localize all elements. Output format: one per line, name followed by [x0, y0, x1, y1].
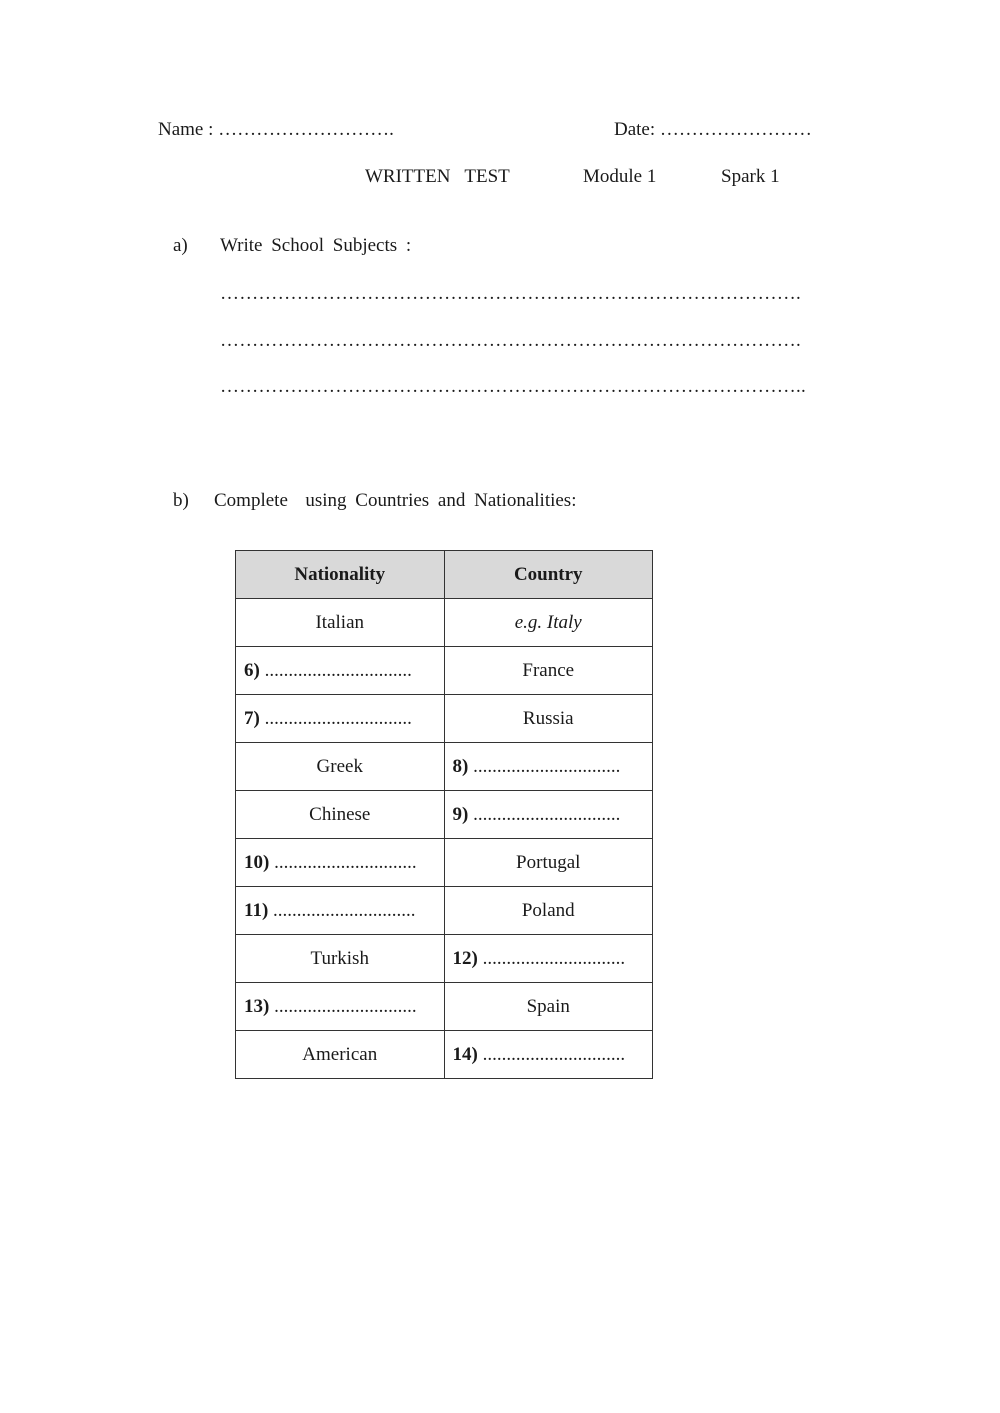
header-country: Country: [444, 551, 653, 599]
date-field-line: Date: ……………………: [614, 119, 812, 140]
section-a-instruction: Write School Subjects :: [220, 235, 412, 256]
country-cell: [444, 935, 653, 983]
nationality-cell: [236, 599, 445, 647]
cell-text: Portugal: [516, 851, 581, 873]
country-cell: [444, 791, 653, 839]
nationality-cell: [236, 695, 445, 743]
nationality-cell: [236, 887, 445, 935]
blank-dots: ...............................: [468, 803, 621, 825]
nationality-cell: [236, 935, 445, 983]
table-header-row: [236, 551, 653, 599]
nationality-cell: [236, 983, 445, 1031]
cell-text: Italian: [315, 611, 365, 633]
title-written-test: WRITTEN TEST: [365, 166, 510, 187]
country-cell: [444, 1031, 653, 1079]
table-row: [236, 1031, 653, 1079]
header-nationality: Nationality: [236, 551, 445, 599]
blank-dots: ...............................: [468, 755, 621, 777]
table-row: [236, 743, 653, 791]
country-cell: [444, 983, 653, 1031]
blank-dots: ..............................: [477, 1043, 626, 1065]
table-row: [236, 599, 653, 647]
name-field-line: Name : ……………………….: [158, 119, 394, 140]
nationality-cell: [236, 1031, 445, 1079]
blank-dots: ...............................: [259, 707, 412, 729]
item-number: 12): [452, 947, 478, 969]
table-row: [236, 935, 653, 983]
cell-text: American: [302, 1043, 378, 1065]
item-number: 11): [244, 899, 269, 921]
country-cell: [444, 695, 653, 743]
country-cell: [444, 599, 653, 647]
item-number: 13): [244, 995, 270, 1017]
country-cell: [444, 743, 653, 791]
table-row: [236, 647, 653, 695]
cell-text: Spain: [526, 995, 570, 1017]
cell-text: Poland: [521, 899, 575, 921]
item-number: 14): [452, 1043, 478, 1065]
nationality-cell: [236, 839, 445, 887]
country-cell: [444, 647, 653, 695]
answer-line-2: ……………………………………………………………………………….: [220, 330, 801, 351]
title-spark: Spark 1: [721, 166, 780, 187]
item-number: 8): [452, 755, 469, 777]
blank-dots: ..............................: [268, 899, 416, 921]
blank-dots: ..............................: [269, 995, 417, 1017]
blank-dots: ..............................: [269, 851, 417, 873]
nationality-cell: [236, 791, 445, 839]
section-a-label: a): [173, 235, 188, 256]
table-row: [236, 791, 653, 839]
item-number: 6): [244, 659, 260, 681]
section-b-instruction: Complete using Countries and Nationalities:: [214, 490, 577, 511]
answer-line-3: ………………………………………………………………………………..: [220, 376, 806, 397]
cell-text: Russia: [522, 707, 574, 729]
blank-dots: ..............................: [477, 947, 626, 969]
cell-text: Turkish: [310, 947, 369, 969]
item-number: 10): [244, 851, 270, 873]
answer-line-1: ……………………………………………………………………………….: [220, 283, 801, 304]
section-b-label: b): [173, 490, 189, 511]
item-number: 7): [244, 707, 260, 729]
table-row: [236, 983, 653, 1031]
cell-text: Chinese: [309, 803, 371, 825]
nationality-cell: [236, 647, 445, 695]
table-body: [236, 599, 653, 1079]
cell-text: Greek: [316, 755, 363, 777]
country-cell: [444, 839, 653, 887]
table-row: [236, 887, 653, 935]
item-number: 9): [452, 803, 469, 825]
table-row: [236, 839, 653, 887]
nationality-cell: [236, 743, 445, 791]
cell-text: e.g. Italy: [514, 611, 582, 633]
table-row: [236, 695, 653, 743]
country-cell: [444, 887, 653, 935]
title-module: Module 1: [583, 166, 657, 187]
nationality-country-table: [235, 550, 653, 1079]
cell-text: France: [522, 659, 575, 681]
test-title: [365, 166, 510, 188]
blank-dots: ...............................: [259, 659, 412, 681]
